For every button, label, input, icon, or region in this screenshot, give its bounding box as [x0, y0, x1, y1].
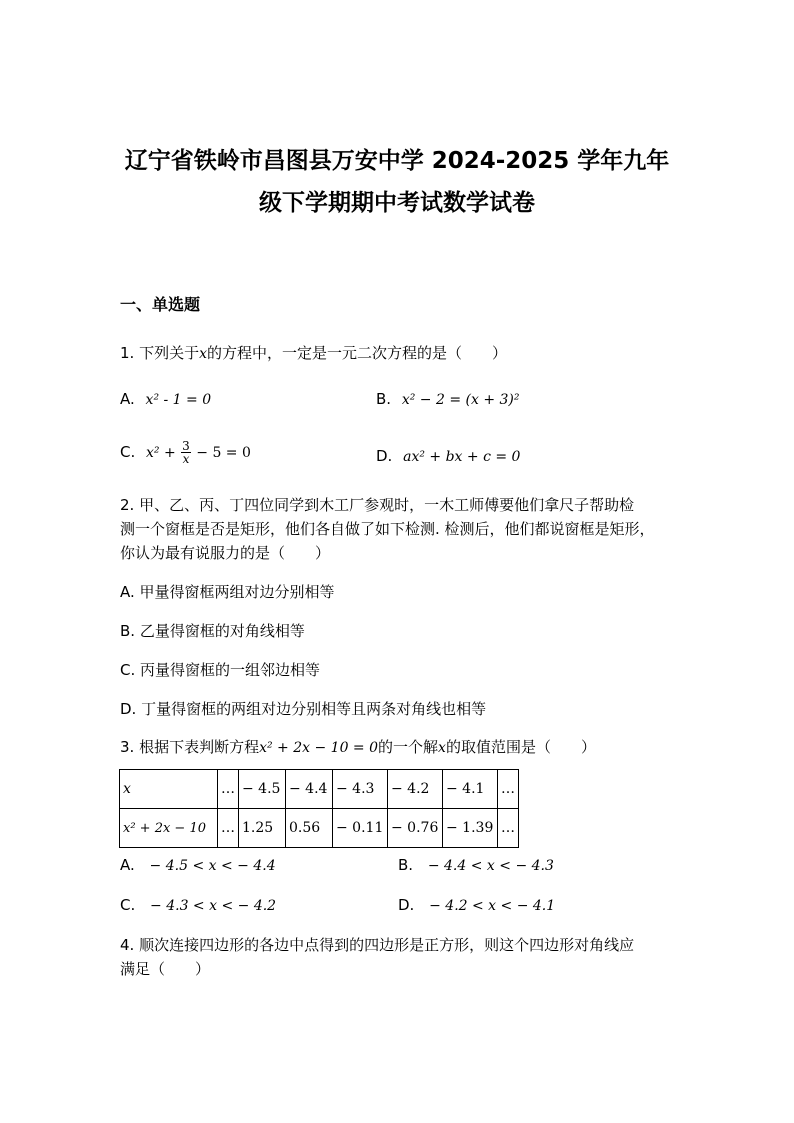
table-row: [120, 770, 519, 809]
q1-option-b[interactable]: B. x² − 2 = (x + 3)²: [376, 390, 520, 408]
q2-option-d[interactable]: D. 丁量得窗框的两组对边分别相等且两条对角线也相等: [120, 700, 487, 718]
table-cell: − 4.4: [286, 770, 333, 809]
q1-option-b-expression: x² − 2 = (x + 3)²: [401, 392, 520, 408]
table-cell: …: [218, 770, 239, 809]
q3-option-d[interactable]: D. − 4.2 < x < − 4.1: [398, 896, 556, 914]
q1-option-a[interactable]: A. x² - 1 = 0: [120, 390, 212, 408]
q1-stem: 1. 下列关于x的方程中，一定是一元二次方程的是（ ）: [120, 344, 508, 362]
table-cell: − 4.3: [333, 770, 388, 809]
q3-value-table: [119, 769, 519, 848]
exam-title-line-2: 级下学期期中考试数学试卷: [259, 190, 535, 216]
table-cell: x² + 2x − 10: [120, 809, 218, 848]
q1-option-d-expression: ax² + bx + c = 0: [403, 449, 521, 465]
table-cell: − 4.1: [443, 770, 498, 809]
q1-option-c[interactable]: C. x² + $\frac{3}{x}$ − 5 = 0: [120, 439, 251, 466]
q1-option-c-fraction: $\frac{3}{x}$: [182, 439, 190, 466]
q2-stem-line-2: 测一个窗框是否是矩形，他们各自做了如下检测. 检测后，他们都说窗框是矩形，: [120, 520, 655, 538]
table-cell: − 4.5: [239, 770, 286, 809]
table-cell: − 4.2: [388, 770, 443, 809]
q2-option-a[interactable]: A. 甲量得窗框两组对边分别相等: [120, 583, 335, 601]
table-cell: …: [498, 770, 519, 809]
q1-option-a-expression: x² - 1 = 0: [145, 392, 212, 408]
q4-stem-line-1: 4. 顺次连接四边形的各边中点得到的四边形是正方形，则这个四边形对角线应: [120, 936, 635, 954]
table-cell: …: [218, 809, 239, 848]
q3-stem: 3. 根据下表判断方程x² + 2x − 10 = 0的一个解x的取值范围是（ ）: [120, 738, 596, 756]
section-heading: 一、单选题: [120, 295, 201, 314]
q3-option-a[interactable]: A. − 4.5 < x < − 4.4: [120, 856, 276, 874]
q1-variable: x: [199, 346, 207, 362]
q3-option-c[interactable]: C. − 4.3 < x < − 4.2: [120, 896, 277, 914]
q2-stem-line-3: 你认为最有说服力的是（ ）: [120, 544, 331, 562]
q2-stem-line-1: 2. 甲、乙、丙、丁四位同学到木工厂参观时，一木工师傅要他们拿尺子帮助检: [120, 496, 635, 514]
q3-option-b[interactable]: B. − 4.4 < x < − 4.3: [398, 856, 554, 874]
table-cell: − 0.11: [333, 809, 388, 848]
table-cell: 1.25: [239, 809, 286, 848]
q2-option-c[interactable]: C. 丙量得窗框的一组邻边相等: [120, 661, 321, 679]
q1-option-d[interactable]: D. ax² + bx + c = 0: [376, 447, 521, 465]
q3-equation: x² + 2x − 10 = 0: [259, 740, 379, 756]
table-cell: …: [498, 809, 519, 848]
table-row: [120, 809, 519, 848]
q4-stem-line-2: 满足（ ）: [120, 960, 211, 978]
table-cell: x: [120, 770, 218, 809]
table-cell: 0.56: [286, 809, 333, 848]
q2-option-b[interactable]: B. 乙量得窗框的对角线相等: [120, 622, 305, 640]
exam-title-line-1: 辽宁省铁岭市昌图县万安中学 2024-2025 学年九年: [124, 148, 670, 174]
table-cell: − 0.76: [388, 809, 443, 848]
table-cell: − 1.39: [443, 809, 498, 848]
